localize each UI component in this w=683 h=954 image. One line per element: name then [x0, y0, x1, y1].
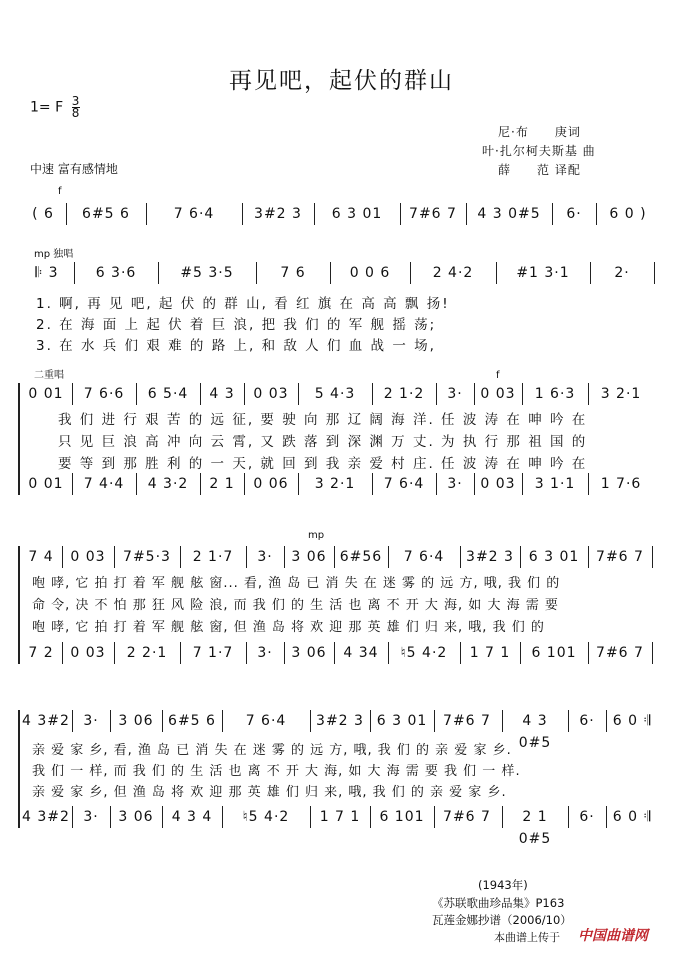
measure: 3 06	[291, 645, 327, 661]
measure: #1 3·1	[516, 265, 570, 281]
source-note: 《苏联歌曲珍品集》P163	[432, 896, 565, 910]
time-denominator: 8	[71, 106, 80, 120]
measure: #5 3·5	[180, 265, 234, 281]
notation-row-solo	[22, 262, 662, 284]
measure: 4 3#2	[22, 809, 70, 825]
measure: 6#5 6	[82, 206, 130, 222]
measure: 7 4	[28, 549, 54, 565]
key-label: 1= F	[30, 99, 64, 116]
composer-credit: 叶·扎尔柯夫斯基 曲	[482, 144, 596, 158]
measure: 4 34	[343, 645, 379, 661]
measure: 7 6·4	[403, 549, 445, 565]
lyricist-credit: 尼·布 庚词	[498, 125, 581, 139]
measure: 1 6·3	[534, 386, 576, 402]
measure: 6 0 𝄇	[612, 713, 652, 729]
measure: ♮5 4·2	[242, 809, 290, 825]
measure: 3#2 3	[466, 549, 514, 565]
measure: 6 0 𝄇	[612, 809, 652, 825]
year-note: (1943年)	[478, 878, 528, 892]
lyric-verse-2: 2. 在 海 面 上 起 伏 着 巨 浪, 把 我 们 的 军 舰 摇 荡;	[36, 317, 437, 333]
lyric-verse-2: 命 令, 决 不 怕 那 狂 风 险 浪, 而 我 们 的 生 活 也 离 不 开 大 海, 如 大 海 需 要	[32, 598, 559, 613]
measure: 6 5·4	[147, 386, 189, 402]
upload-note: 本曲谱上传于	[494, 931, 560, 944]
duet-label: 二重唱	[34, 370, 64, 381]
measure: 2 2·1	[126, 645, 168, 661]
measure: 0 0 6	[349, 265, 391, 281]
tempo-marking: 中速 富有感情地	[30, 162, 118, 176]
measure: 4 3 4	[171, 809, 213, 825]
measure: 3 06	[118, 809, 154, 825]
lyric-verse-3: 要 等 到 那 胜 利 的 一 天, 就 回 到 我 亲 爱 村 庄. 任 波 涛 在 呻 吟 在	[58, 456, 588, 472]
measure: 3·	[257, 645, 273, 661]
lyric-verse-3: 3. 在 水 兵 们 艰 难 的 路 上, 和 敌 人 们 血 战 一 场,	[36, 338, 436, 354]
lyric-verse-1: 亲 爱 家 乡, 看, 渔 岛 已 消 失 在 迷 雾 的 远 方, 哦, 我 们 的 亲 爱 家 乡.	[32, 743, 512, 758]
measure: 7 6·4	[383, 476, 425, 492]
measure: 3 06	[291, 549, 327, 565]
measure: 6#56	[339, 549, 383, 565]
lyric-verse-3: 亲 爱 家 乡, 但 渔 岛 将 欢 迎 那 英 雄 们 归 来, 哦, 我 们 的 亲 爱 家 乡.	[32, 785, 507, 800]
notation-row-2-upper	[22, 546, 662, 568]
measure: 7#5·3	[123, 549, 171, 565]
measure: 0 03	[253, 386, 289, 402]
dynamic-solo: mp 独唱	[34, 249, 74, 260]
measure: 0 01	[28, 386, 64, 402]
measure: 4 3#2	[22, 713, 70, 729]
measure: 7 6	[280, 265, 306, 281]
measure: 6 3·6	[95, 265, 137, 281]
measure: 3#2 3	[254, 206, 302, 222]
measure: 6·	[566, 206, 582, 222]
measure: 7#6 7	[409, 206, 457, 222]
time-signature	[72, 96, 80, 119]
measure: 6 3 01	[331, 206, 383, 222]
measure: 3·	[257, 549, 273, 565]
measure: 7 6·4	[245, 713, 287, 729]
measure: 4 3 0#5	[518, 713, 552, 751]
measure: 𝄆 3	[35, 265, 59, 281]
measure: 3#2 3	[316, 713, 364, 729]
measure: 1 7·6	[600, 476, 642, 492]
notation-row-duet-lower	[22, 473, 662, 495]
song-title: 再见吧，起伏的群山	[229, 68, 454, 94]
site-logo[interactable]: 中国曲谱网	[578, 928, 648, 944]
measure: 7 4·4	[83, 476, 125, 492]
measure: 3 2·1	[600, 386, 642, 402]
measure: 6 101	[531, 645, 577, 661]
measure: 3·	[83, 809, 99, 825]
measure: 2 4·2	[432, 265, 474, 281]
lyric-verse-1: 1. 啊, 再 见 吧, 起 伏 的 群 山, 看 红 旗 在 高 高 飘 扬!	[36, 296, 450, 312]
time-numerator: 3	[71, 94, 80, 108]
measure: 7 2	[28, 645, 54, 661]
measure: 2 1	[209, 476, 235, 492]
measure: 4 3·2	[147, 476, 189, 492]
measure: 6 101	[379, 809, 425, 825]
measure: 2 1·7	[192, 549, 234, 565]
measure: ( 6	[32, 206, 54, 222]
measure: 6 0 )	[609, 206, 647, 222]
measure: 7#6 7	[443, 713, 491, 729]
measure: 2·	[614, 265, 630, 281]
lyric-verse-1: 咆 哮, 它 拍 打 着 军 舰 舷 窗... 看, 渔 岛 已 消 失 在 迷 雾 的 远 方, 哦, 我 们 的	[32, 576, 561, 591]
measure: 2 1 0#5	[518, 809, 552, 847]
measure: 1 7 1	[469, 645, 511, 661]
lyric-verse-2: 只 见 巨 浪 高 冲 向 云 霄, 又 跌 落 到 深 渊 万 丈. 为 执 行 那 祖 国 的	[58, 434, 588, 450]
dynamic-mp: mp	[308, 530, 325, 541]
measure: 6 3 01	[528, 549, 580, 565]
measure: 7 6·4	[173, 206, 215, 222]
lyric-verse-3: 咆 哮, 它 拍 打 着 军 舰 舷 窗, 但 渔 岛 将 欢 迎 那 英 雄 们 归 来, 哦, 我 们 的	[32, 620, 545, 635]
notation-row-intro	[22, 203, 662, 225]
measure: 3·	[83, 713, 99, 729]
measure: 3·	[447, 386, 463, 402]
measure: 2 1·2	[383, 386, 425, 402]
measure: 6 3 01	[376, 713, 428, 729]
measure: 0 03	[70, 645, 106, 661]
measure: 0 01	[28, 476, 64, 492]
measure: 6·	[579, 809, 595, 825]
measure: ♮5 4·2	[400, 645, 448, 661]
measure: 7 1·7	[192, 645, 234, 661]
measure: 0 03	[480, 386, 516, 402]
measure: 7#6 7	[596, 645, 644, 661]
translator-credit: 薛 范 译配	[498, 163, 581, 177]
lyric-verse-1: 我 们 进 行 艰 苦 的 远 征, 要 驶 向 那 辽 阔 海 洋. 任 波 涛 在 呻 吟 在	[58, 412, 588, 428]
lyric-verse-2: 我 们 一 样, 而 我 们 的 生 活 也 离 不 开 大 海, 如 大 海 需 要 我 们 一 样.	[32, 764, 521, 779]
measure: 6#5 6	[168, 713, 216, 729]
measure: 4 3 0#5	[477, 206, 541, 222]
measure: 0 06	[253, 476, 289, 492]
measure: 5 4·3	[314, 386, 356, 402]
measure: 6·	[579, 713, 595, 729]
notation-row-duet-upper	[22, 383, 662, 405]
measure: 3 06	[118, 713, 154, 729]
measure: 0 03	[70, 549, 106, 565]
measure: 3·	[447, 476, 463, 492]
measure: 7 6·6	[83, 386, 125, 402]
copyist-note: 瓦莲金娜抄谱（2006/10）	[432, 913, 572, 927]
measure: 4 3	[209, 386, 235, 402]
notation-row-2-lower	[22, 642, 662, 664]
dynamic-forte-2: f	[496, 370, 500, 381]
measure: 7#6 7	[596, 549, 644, 565]
measure: 3 2·1	[314, 476, 356, 492]
measure: 7#6 7	[443, 809, 491, 825]
measure: 0 03	[480, 476, 516, 492]
measure: 3 1·1	[534, 476, 576, 492]
dynamic-forte: f	[58, 186, 62, 197]
key-signature	[30, 96, 80, 119]
notation-row-3-lower	[22, 806, 662, 847]
measure: 1 7 1	[319, 809, 361, 825]
